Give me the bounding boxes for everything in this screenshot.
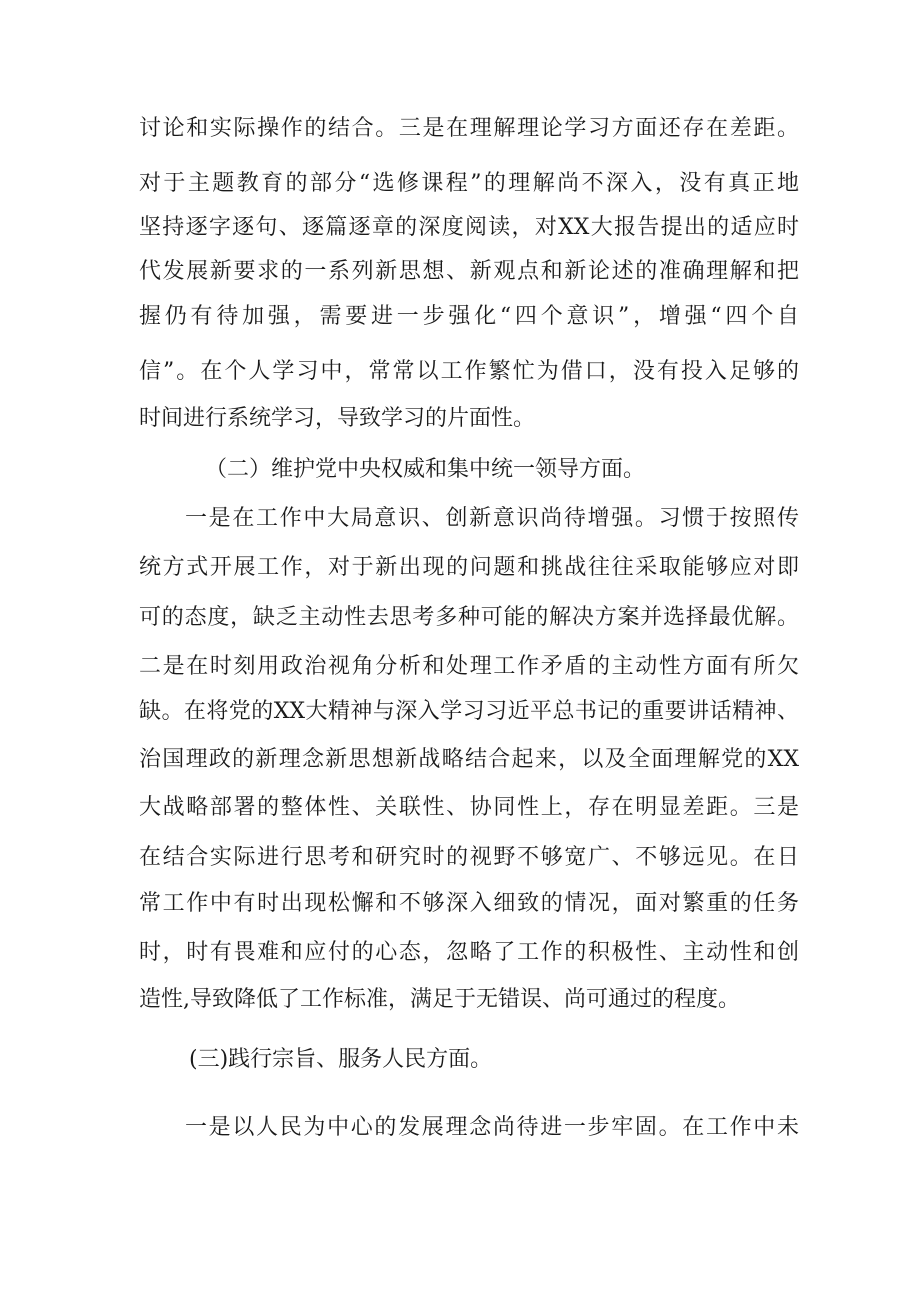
paragraph-line: 讨论和实际操作的结合。三是在理解理论学习方面还存在差距。 — [139, 116, 799, 141]
section-heading: (三)践行宗旨、服务人民方面。 — [189, 1047, 493, 1072]
paragraph-line: 造性,导致降低了工作标准，满足于无错误、尚可通过的程度。 — [139, 987, 740, 1012]
paragraph-line: 缺。在将党的XX大精神与深入学习习近平总书记的重要讲话精神、 — [139, 699, 799, 724]
paragraph-line: 时间进行系统学习，导致学习的片面性。 — [139, 406, 536, 431]
paragraph-line: 常工作中有时出现松懈和不够深入细致的情况，面对繁重的任务 — [139, 891, 799, 916]
paragraph-line: 坚持逐字逐句、逐篇逐章的深度阅读，对XX大报告提出的适应时 — [139, 215, 799, 240]
paragraph-line: 治国理政的新理念新思想新战略结合起来，以及全面理解党的XX — [139, 747, 799, 772]
paragraph-line: 在结合实际进行思考和研究时的视野不够宽广、不够远见。在日 — [139, 845, 799, 870]
section-heading: （二）维护党中央权威和集中统一领导方面。 — [205, 457, 646, 482]
paragraph-line: 大战略部署的整体性、关联性、协同性上，存在明显差距。三是 — [139, 795, 799, 820]
paragraph-line: 握仍有待加强，需要进一步强化“四个意识”，增强“四个自 — [139, 304, 799, 329]
paragraph-line: 一是以人民为中心的发展理念尚待进一步牢固。在工作中未 — [185, 1115, 799, 1140]
paragraph-line: 一是在工作中大局意识、创新意识尚待增强。习惯于按照传 — [185, 506, 799, 531]
paragraph-line: 统方式开展工作，对于新出现的问题和挑战往往采取能够应对即 — [139, 555, 799, 580]
paragraph-line: 代发展新要求的一系列新思想、新观点和新论述的准确理解和把 — [139, 259, 799, 284]
paragraph-line: 可的态度，缺乏主动性去思考多种可能的解决方案并选择最优解。 — [139, 605, 799, 630]
paragraph-line: 时，时有畏难和应付的心态，忽略了工作的积极性、主动性和创 — [139, 940, 799, 965]
paragraph-line: 对于主题教育的部分“选修课程”的理解尚不深入，没有真正地 — [139, 171, 799, 196]
paragraph-line: 信”。在个人学习中，常常以工作繁忙为借口，没有投入足够的 — [139, 359, 799, 384]
paragraph-line: 二是在时刻用政治视角分析和处理工作矛盾的主动性方面有所欠 — [139, 654, 799, 679]
